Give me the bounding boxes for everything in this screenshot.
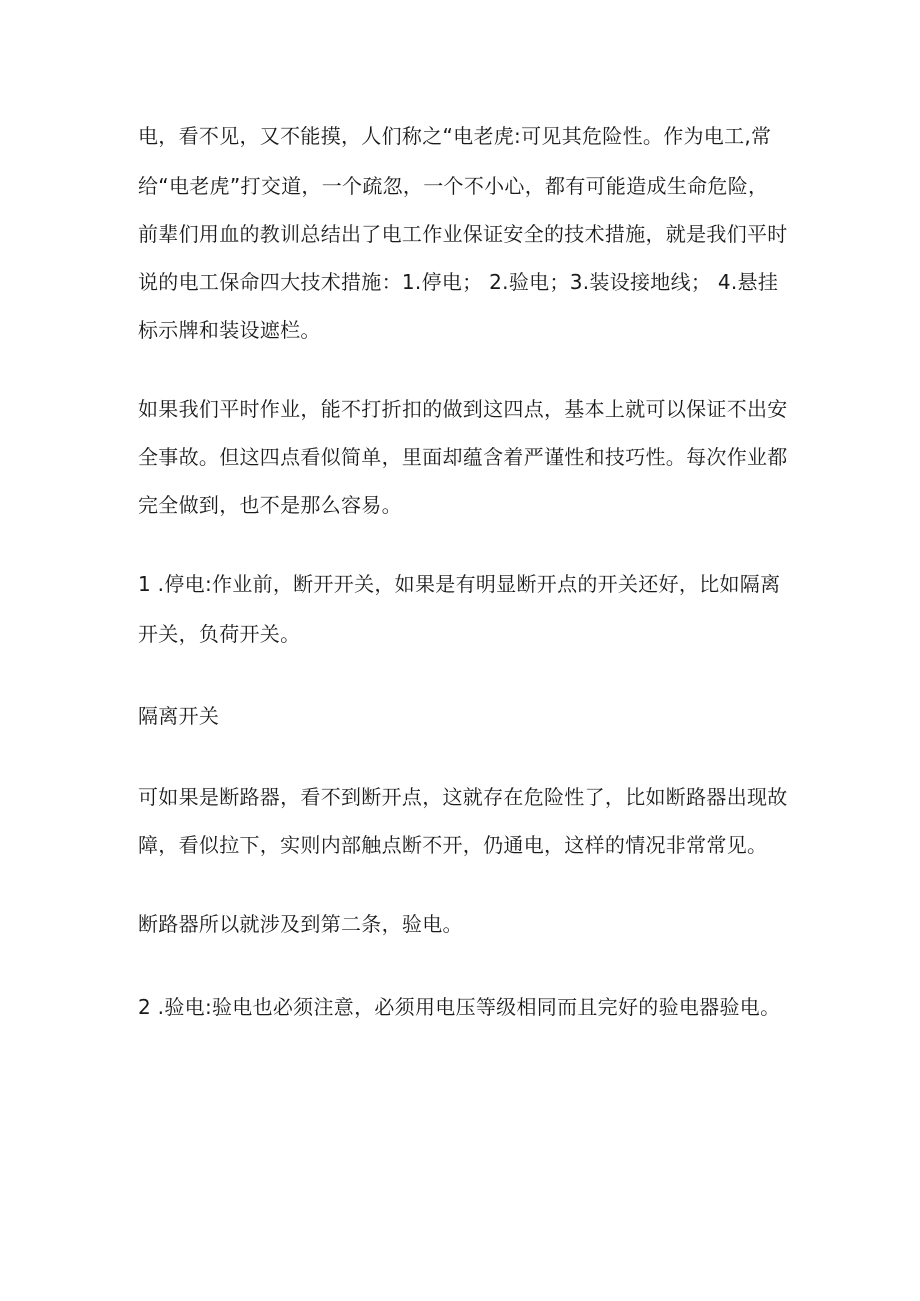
text-line: 标示牌和装设遮栏。 (138, 318, 321, 342)
text-line: 说的电工保命四大技术措施：1.停电； 2.验电；3.装设接地线； 4.悬挂 (138, 270, 779, 294)
text-line: 电，看不见，又不能摸，人们称之“电老虎:可见其危险性。作为电工,常 (138, 124, 772, 148)
text-line: 开关，负荷开关。 (138, 622, 301, 646)
text-line: 障，看似拉下，实则内部触点断不开，仍通电，这样的情况非常常见。 (138, 833, 768, 857)
text-line: 如果我们平时作业，能不打折扣的做到这四点，基本上就可以保证不出安 (138, 397, 788, 421)
text-line: 前辈们用血的教训总结出了电工作业保证安全的技术措施，就是我们平时 (138, 222, 788, 246)
text-line: 1 .停电:作业前，断开开关，如果是有明显断开点的开关还好，比如隔离 (138, 572, 781, 596)
text-line: 完全做到，也不是那么容易。 (138, 493, 402, 517)
text-line: 2 .验电:验电也必须注意，必须用电压等级相同而且完好的验电器验电。 (138, 995, 781, 1019)
text-line: 隔离开关 (138, 704, 220, 728)
text-line: 给“电老虎”打交道，一个疏忽，一个不小心，都有可能造成生命危险， (138, 174, 769, 198)
text-line: 可如果是断路器，看不到断开点，这就存在危险性了，比如断路器出现故 (138, 785, 788, 809)
text-line: 全事故。但这四点看似简单，里面却蕴含着严谨性和技巧性。每次作业都 (138, 445, 788, 469)
text-line: 断路器所以就涉及到第二条，验电。 (138, 912, 463, 936)
